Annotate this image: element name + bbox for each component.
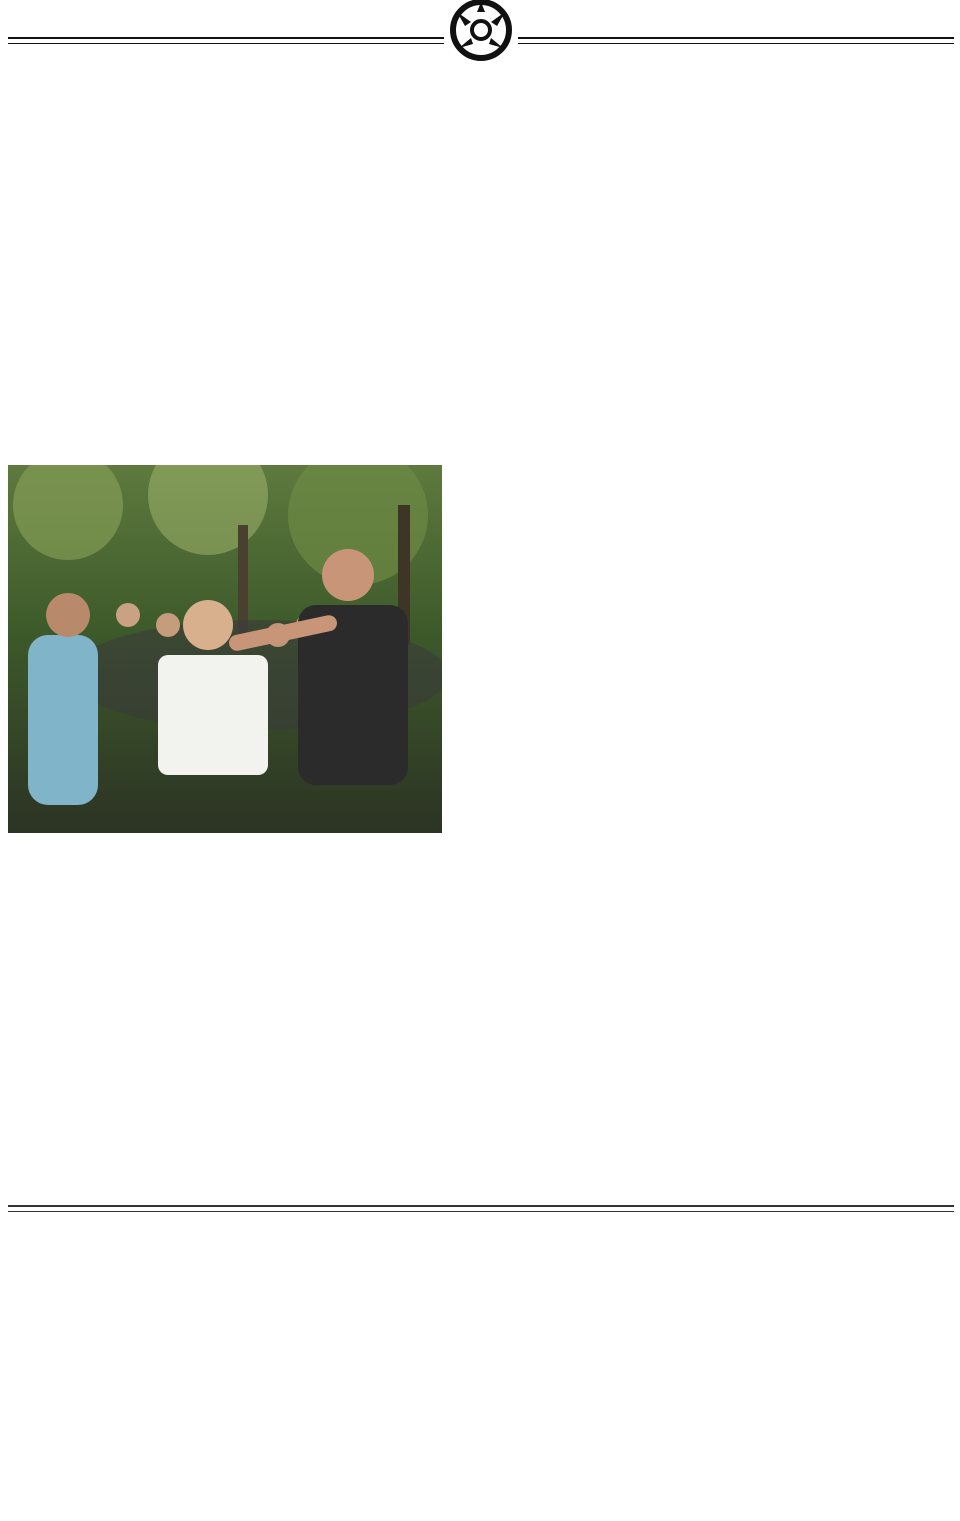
header-rule-left-thin bbox=[8, 43, 444, 44]
header-rule-right bbox=[518, 37, 954, 39]
dojo-group-photo bbox=[8, 465, 442, 833]
header-rule-left bbox=[8, 37, 444, 39]
section-divider bbox=[8, 1205, 954, 1207]
section-divider-thin bbox=[8, 1211, 954, 1212]
photo-image bbox=[8, 465, 442, 833]
header-rule-right-thin bbox=[518, 43, 954, 44]
kyokushin-kanku-logo bbox=[441, 0, 521, 66]
